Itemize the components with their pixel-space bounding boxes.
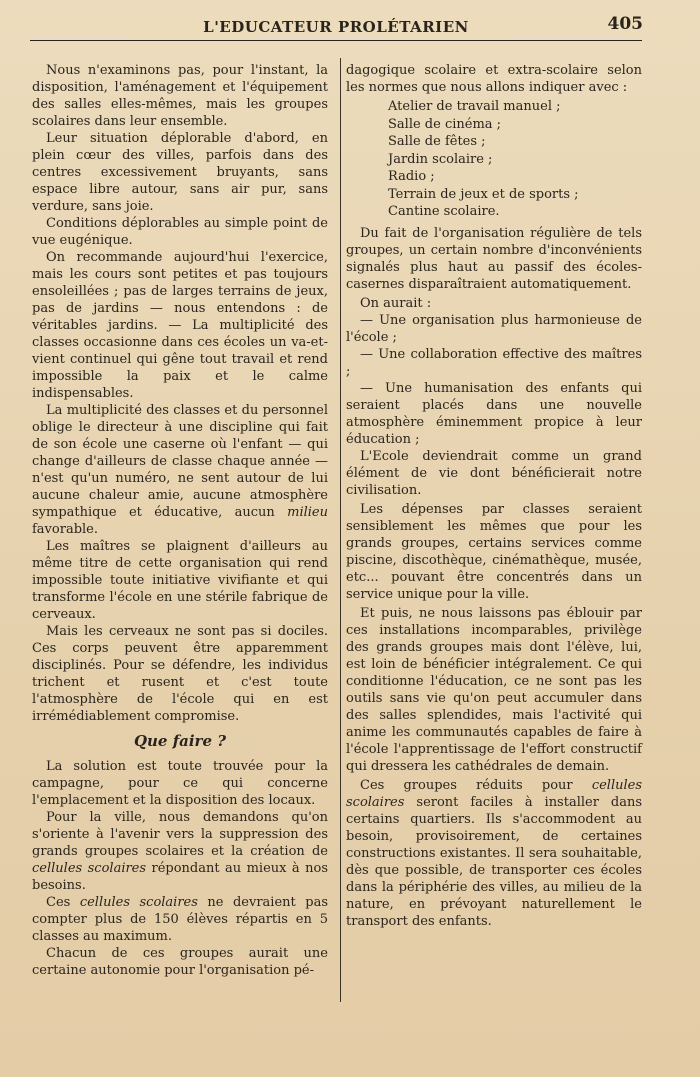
list-item: Atelier de travail manuel ; xyxy=(388,99,561,114)
journal-title: L'EDUCATEUR PROLÉTARIEN xyxy=(203,18,469,36)
paragraph-text: La multiplicité des classes et du personnel oblige le directeur à une discipline qui fait de son école une caserne où l'enfant — qui change d'ailleurs de classe chaque année — n'est qu'un numéro, ne sent autour de lui aucune chaleur amie, aucune atmosphère sympathique et éducative, aucun xyxy=(32,403,328,520)
italic-text: cellules scolaires xyxy=(79,895,198,910)
paragraph-text: répondant au mieux à nos besoins. xyxy=(32,861,328,893)
paragraph-text: seront faciles à installer dans certains quartiers. Ils s'accommodent au besoin, provisoirement, de certaines constructions existantes. Il sera souhaitable, dès que possible, de transporter ces écoles dans la périphérie des villes, au milieu de la nature, en prévoyant naturellement le transport des enfants. xyxy=(346,794,642,929)
section-title: Que faire ? xyxy=(133,732,227,750)
list-item: Radio ; xyxy=(388,169,435,184)
italic-text: cellules scolaires xyxy=(346,777,642,810)
paragraph xyxy=(32,809,328,894)
left-column xyxy=(32,62,328,979)
paragraph: L'Ecole deviendrait comme un grand élément de vie dont bénéficierait notre civilisation. xyxy=(346,448,642,498)
page-number: 405 xyxy=(607,14,643,34)
paragraph: Chacun de ces groupes aurait une certaine autonomie pour l'organisation pé- xyxy=(32,946,328,978)
paragraph: — Une collaboration effective des maîtres ; xyxy=(346,346,642,379)
paragraph: Conditions déplorables au simple point de vue eugénique. xyxy=(32,216,328,248)
paragraph: Les dépenses par classes seraient sensiblement les mêmes que pour les grands groupes, certains services comme piscine, discothèque, cinémathèque, musée, etc... pouvant être concentrés dans un service unique pour la ville. xyxy=(346,501,642,602)
page-header xyxy=(30,14,642,41)
paragraph xyxy=(32,894,328,945)
paragraph: Du fait de l'organisation régulière de tels groupes, un certain nombre d'inconvénients signalés plus haut au passif des écoles-casernes disparaîtraient automatiquement. xyxy=(346,225,642,292)
paragraph-text: ne devraient pas compter plus de 150 élèves répartis en 5 classes au maximum. xyxy=(32,895,328,944)
paragraph-text: Pour la ville, nous demandons qu'on s'oriente à l'avenir vers la suppression des grands groupes scolaires et la création de xyxy=(32,810,328,859)
paragraph xyxy=(346,777,642,930)
right-column xyxy=(346,62,642,930)
paragraph: — Une humanisation des enfants qui seraient placés dans une nouvelle atmosphère éminemment propice à leur éducation ; xyxy=(346,380,642,447)
column-divider xyxy=(340,58,341,1002)
paragraph: dagogique scolaire et extra-scolaire selon les normes que nous allons indiquer avec : xyxy=(346,63,642,95)
list-item: Cantine scolaire. xyxy=(388,204,500,219)
list-item: Salle de cinéma ; xyxy=(388,116,502,132)
paragraph: Et puis, ne nous laissons pas éblouir par ces installations incomparables, privilège des grands groupes mais dont l'élève, lui, est loin de bénéficier intégralement. Ce qui conditionne l'éducation, ce ne sont pas les outils sans vie qu'on peut accumuler dans des salles splendides, mais l'activité qui anime les communautés capables de faire à l'école l'apprentissage de l'effort constructif qui dressera les cathédrales de demain. xyxy=(346,605,642,774)
paragraph: La solution est toute trouvée pour la campagne, pour ce qui concerne l'emplacement et la disposition des locaux. xyxy=(32,759,328,808)
paragraph-text: Ces xyxy=(46,895,80,910)
list-item: Terrain de jeux et de sports ; xyxy=(388,186,579,202)
paragraph: — Une organisation plus harmonieuse de l'école ; xyxy=(346,312,642,345)
paragraph-text: favorable. xyxy=(32,522,99,537)
paragraph-text: Ces groupes réduits pour xyxy=(360,777,592,793)
paragraph xyxy=(32,402,328,538)
list-item: Salle de fêtes ; xyxy=(388,134,486,149)
paragraph: On aurait : xyxy=(360,295,432,311)
paragraph: On recommande aujourd'hui l'exercice, mais les cours sont petites et pas toujours ensoleillées ; pas de larges terrains de jeux, pas de jardins — nous entendons : de véritables jardins. — La multiplicité des classes occasionne dans ces écoles un va-et-vient continuel qui gêne tout travail et rend impossible la paix et le calme indispensables. xyxy=(32,250,328,401)
italic-text: milieu xyxy=(287,505,328,520)
italic-text: cellules scolaires xyxy=(32,861,147,876)
paragraph: Leur situation déplorable d'abord, en plein cœur des villes, parfois dans des centres excessivement bruyants, sans espace libre autour, sans air pur, sans verdure, sans joie. xyxy=(32,131,328,214)
paragraph: Nous n'examinons pas, pour l'instant, la disposition, l'aménagement et l'équipement des salles elles-mêmes, mais les groupes scolaires dans leur ensemble. xyxy=(32,63,328,129)
facilities-list xyxy=(388,98,642,221)
paragraph: Mais les cerveaux ne sont pas si dociles. Ces corps peuvent être apparemment disciplinés. Pour se défendre, les individus trichent et rusent et c'est toute l'atmosphère de l'école qui en est irrémédiablement compromise. xyxy=(32,624,328,724)
list-item: Jardin scolaire ; xyxy=(388,151,493,167)
paragraph: Les maîtres se plaignent d'ailleurs au même titre de cette organisation qui rend impossible toute initiative vivifiante et qui transforme l'école en une stérile fabrique de cerveaux. xyxy=(32,539,328,622)
